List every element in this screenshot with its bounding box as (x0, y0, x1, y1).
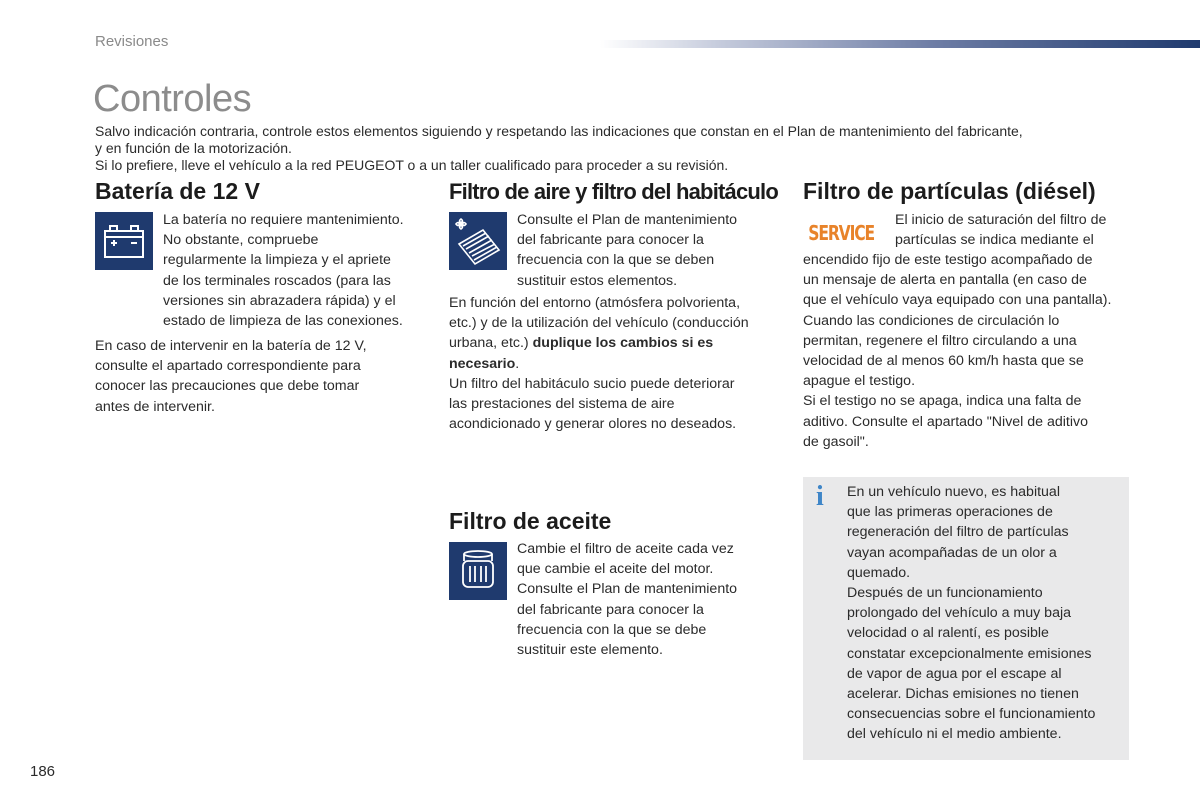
particle-filter-line: velocidad de al menos 60 km/h hasta que se (803, 353, 1084, 370)
cabin-filter-icon (449, 212, 507, 270)
battery-note-line: consulte el apartado correspondiente para (95, 358, 361, 375)
air-filter-para3-line: Un filtro del habitáculo sucio puede deteriorar (449, 376, 735, 392)
oil-filter-heading: Filtro de aceite (449, 508, 612, 534)
particle-filter-line: Si el testigo no se apaga, indica una falta de (803, 393, 1082, 410)
info-icon: i (816, 481, 824, 512)
battery-line: La batería no requiere mantenimiento. (163, 212, 404, 228)
info-note-text (847, 482, 1127, 745)
particle-filter-text (803, 250, 1148, 452)
info-note-line: regeneración del filtro de partículas (847, 524, 1069, 541)
info-note-line: prolongado del vehículo a muy baja (847, 605, 1072, 622)
oil-filter-line: que cambie el aceite del motor. (517, 561, 714, 578)
header-gradient-bar (600, 40, 1200, 48)
particle-filter-line: de gasoil". (803, 433, 869, 450)
particle-filter-heading: Filtro de partículas (diésel) (803, 178, 1096, 204)
battery-line: de los terminales roscados (para las (163, 272, 391, 289)
battery-note-line: antes de intervenir. (95, 398, 215, 415)
battery-line: versiones sin abrazadera rápida) y el (163, 292, 396, 309)
air-filter-para3-line: las prestaciones del sistema de aire (449, 396, 675, 413)
oil-filter-icon (449, 542, 507, 600)
particle-filter-line: Cuando las condiciones de circulación lo (803, 312, 1060, 329)
oil-filter-line: Cambie el filtro de aceite cada vez (517, 541, 734, 557)
battery-line: No obstante, compruebe (163, 232, 319, 249)
air-filter-line: Consulte el Plan de mantenimiento (517, 212, 738, 228)
info-note-line: de vapor de agua por el escape al (847, 665, 1062, 682)
page-number: 186 (30, 763, 56, 780)
particle-filter-line: un mensaje de alerta en pantalla (en caso de (803, 272, 1087, 289)
para2-emphasis-end: necesario (449, 355, 516, 372)
oil-filter-line: Consulte el Plan de mantenimiento (517, 581, 738, 598)
air-filter-para3-line: acondicionado y generar olores no deseados. (449, 416, 737, 433)
info-note-line: acelerar. Dichas emisiones no tienen (847, 686, 1079, 703)
intro-text (95, 123, 1135, 174)
particle-filter-indent-text (895, 210, 1135, 250)
oil-filter-text (517, 539, 777, 660)
info-note-line: velocidad o al ralentí, es posible (847, 625, 1049, 642)
particle-filter-line: partículas se indica mediante el (895, 232, 1094, 249)
intro-line: y en función de la motorización. (95, 140, 292, 156)
air-filter-para2-line (449, 333, 789, 353)
air-filter-heading: Filtro de aire y filtro del habitáculo (449, 179, 778, 204)
battery-line: regularmente la limpieza y el apriete (163, 252, 391, 269)
service-warning-light (805, 221, 877, 245)
info-note-line: vayan acompañadas de un olor a (847, 544, 1057, 561)
info-note-line: En un vehículo nuevo, es habitual (847, 484, 1060, 500)
oil-filter-line: del fabricante para conocer la (517, 601, 704, 618)
particle-filter-line: encendido fijo de este testigo acompañado de (803, 252, 1093, 268)
para2-emphasis: duplique los cambios si es (532, 335, 714, 352)
battery-heading: Batería de 12 V (95, 178, 260, 204)
air-filter-para2 (449, 293, 789, 374)
para2-suffix: . (515, 355, 520, 372)
page-title: Controles (93, 78, 252, 120)
air-filter-line: frecuencia con la que se deben (517, 252, 715, 269)
service-label: SERVICE (808, 221, 874, 245)
battery-icon (95, 212, 153, 270)
info-note-line: que las primeras operaciones de (847, 504, 1053, 521)
particle-filter-line: permitan, regenere el filtro circulando a una (803, 332, 1077, 349)
oil-filter-line: sustituir este elemento. (517, 642, 663, 659)
air-filter-line: del fabricante para conocer la (517, 232, 704, 249)
particle-filter-line: aditivo. Consulte el apartado "Nivel de aditivo (803, 413, 1089, 430)
battery-note (95, 336, 425, 417)
info-note-line: del vehículo ni el medio ambiente. (847, 726, 1062, 743)
battery-text (163, 210, 433, 331)
air-filter-para2-line: En función del entorno (atmósfera polvorienta, (449, 295, 741, 311)
air-filter-text (517, 210, 777, 291)
battery-note-line: conocer las precauciones que debe tomar (95, 378, 360, 395)
oil-filter-line: frecuencia con la que se debe (517, 621, 707, 638)
particle-filter-line: que el vehículo vaya equipado con una pantalla). (803, 292, 1112, 309)
particle-filter-line: El inicio de saturación del filtro de (895, 212, 1107, 228)
info-note-line: constatar excepcionalmente emisiones (847, 645, 1092, 662)
info-note-line: Después de un funcionamiento (847, 585, 1043, 602)
battery-note-line: En caso de intervenir en la batería de 12 V, (95, 338, 367, 354)
section-label: Revisiones (95, 33, 169, 50)
intro-line: Si lo prefiere, lleve el vehículo a la red PEUGEOT o a un taller cualificado para proceder a su revisión. (95, 157, 729, 173)
info-note-line: quemado. (847, 564, 911, 581)
air-filter-para2-line (449, 354, 789, 374)
air-filter-para2-line: etc.) y de la utilización del vehículo (conducción (449, 315, 749, 332)
para2-prefix: urbana, etc.) (449, 335, 533, 352)
battery-line: estado de limpieza de las conexiones. (163, 313, 403, 330)
air-filter-para3 (449, 374, 789, 435)
air-filter-line: sustituir estos elementos. (517, 272, 678, 289)
info-note-line: consecuencias sobre el funcionamiento (847, 706, 1096, 723)
intro-line: Salvo indicación contraria, controle estos elementos siguiendo y respetando las indicaciones que constan en el Plan de mantenimiento del fabricante, (95, 123, 1023, 139)
particle-filter-line: apague el testigo. (803, 373, 916, 390)
